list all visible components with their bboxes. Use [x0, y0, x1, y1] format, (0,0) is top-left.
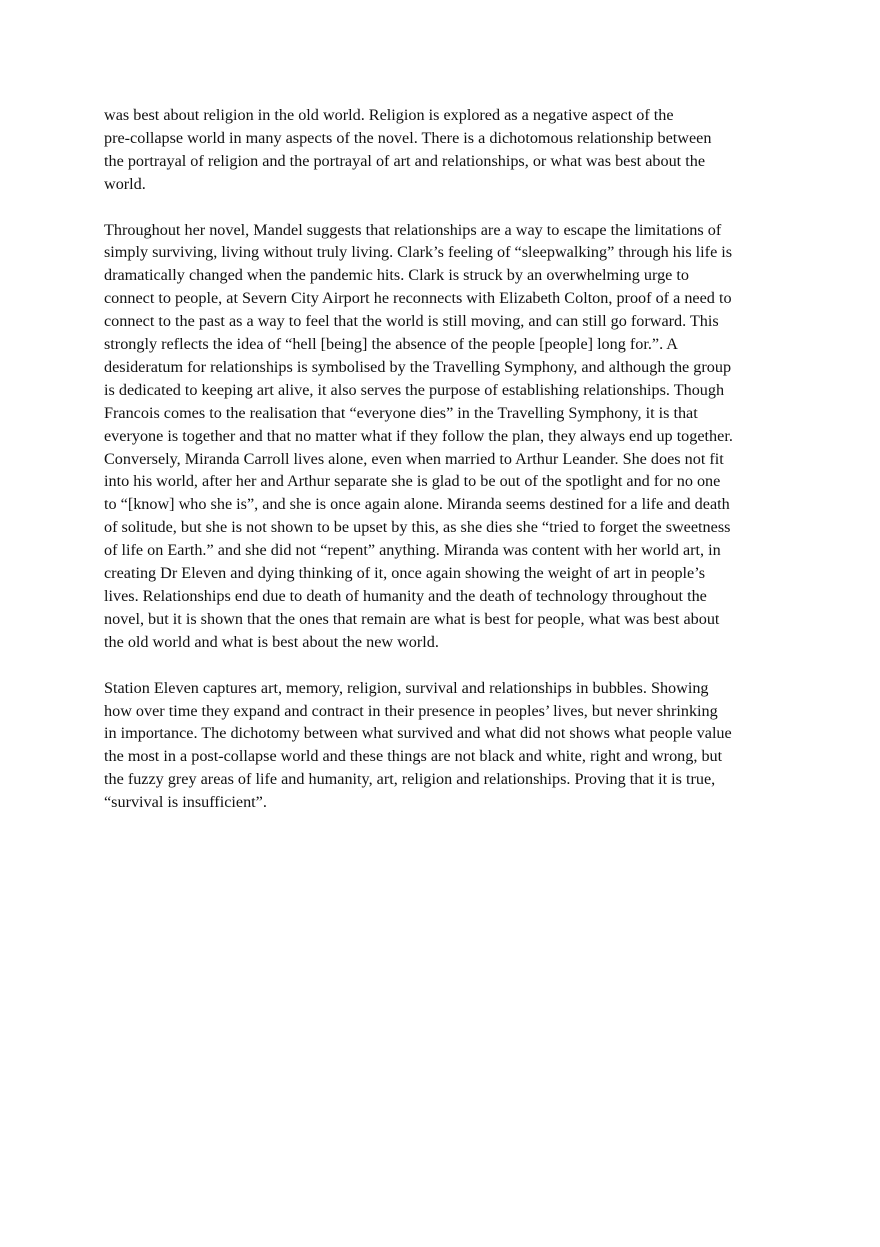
- text-line: of solitude, but she is not shown to be upset by this, as she dies she “tried to forget the sweetness: [104, 518, 731, 537]
- text-line: of life on Earth.” and she did not “repent” anything. Miranda was content with her world art, in: [104, 541, 721, 560]
- text-line: to “[know] who she is”, and she is once again alone. Miranda seems destined for a life and death: [104, 495, 730, 514]
- text-line: into his world, after her and Arthur separate she is glad to be out of the spotlight and for no one: [104, 472, 721, 491]
- text-line: was best about religion in the old world. Religion is explored as a negative aspect of the: [104, 106, 674, 124]
- text-line: pre-collapse world in many aspects of the novel. There is a dichotomous relationship between: [104, 128, 712, 147]
- text-line: connect to the past as a way to feel that the world is still moving, and can still go forward. This: [104, 312, 719, 331]
- text-line: desideratum for relationships is symbolised by the Travelling Symphony, and although the group: [104, 357, 732, 376]
- text-line: “survival is insufficient”.: [104, 793, 267, 812]
- text-line: dramatically changed when the pandemic hits. Clark is struck by an overwhelming urge to: [104, 266, 689, 285]
- text-line: the most in a post-collapse world and these things are not black and white, right and wrong, but: [104, 747, 723, 766]
- text-line: lives. Relationships end due to death of humanity and the death of technology throughout the: [104, 587, 707, 606]
- text-line: strongly reflects the idea of “hell [being] the absence of the people [people] long for.”. A: [104, 335, 678, 354]
- text-line: connect to people, at Severn City Airport he reconnects with Elizabeth Colton, proof of a need to: [104, 289, 732, 308]
- text-line: the fuzzy grey areas of life and humanity, art, religion and relationships. Proving that it is true,: [104, 770, 716, 789]
- text-line: creating Dr Eleven and dying thinking of it, once again showing the weight of art in people’s: [104, 564, 706, 583]
- paragraph-conclusion: [104, 677, 778, 814]
- text-line: Francois comes to the realisation that “everyone dies” in the Travelling Symphony, it is that: [104, 403, 698, 422]
- text-line: is dedicated to keeping art alive, it also serves the purpose of establishing relationships. Though: [104, 380, 725, 399]
- body-text: [104, 104, 778, 837]
- text-line: the portrayal of religion and the portrayal of art and relationships, or what was best about the: [104, 151, 706, 170]
- text-line: simply surviving, living without truly living. Clark’s feeling of “sleepwalking” through his life is: [104, 243, 733, 262]
- text-line: world.: [104, 174, 146, 193]
- text-line: Station Eleven captures art, memory, religion, survival and relationships in bubbles. Showing: [104, 678, 709, 697]
- text-line: Throughout her novel, Mandel suggests that relationships are a way to escape the limitations of: [104, 220, 722, 239]
- paragraph-relationships: [104, 219, 778, 654]
- text-line: in importance. The dichotomy between what survived and what did not shows what people value: [104, 724, 732, 743]
- text-line: Conversely, Miranda Carroll lives alone, even when married to Arthur Leander. She does not fit: [104, 449, 724, 468]
- paragraph-religion: [104, 104, 778, 196]
- text-line: the old world and what is best about the new world.: [104, 632, 439, 651]
- text-line: how over time they expand and contract in their presence in peoples’ lives, but never shrinking: [104, 701, 718, 720]
- text-line: everyone is together and that no matter what if they follow the plan, they always end up together.: [104, 426, 733, 445]
- text-line: novel, but it is shown that the ones that remain are what is best for people, what was best about: [104, 609, 720, 628]
